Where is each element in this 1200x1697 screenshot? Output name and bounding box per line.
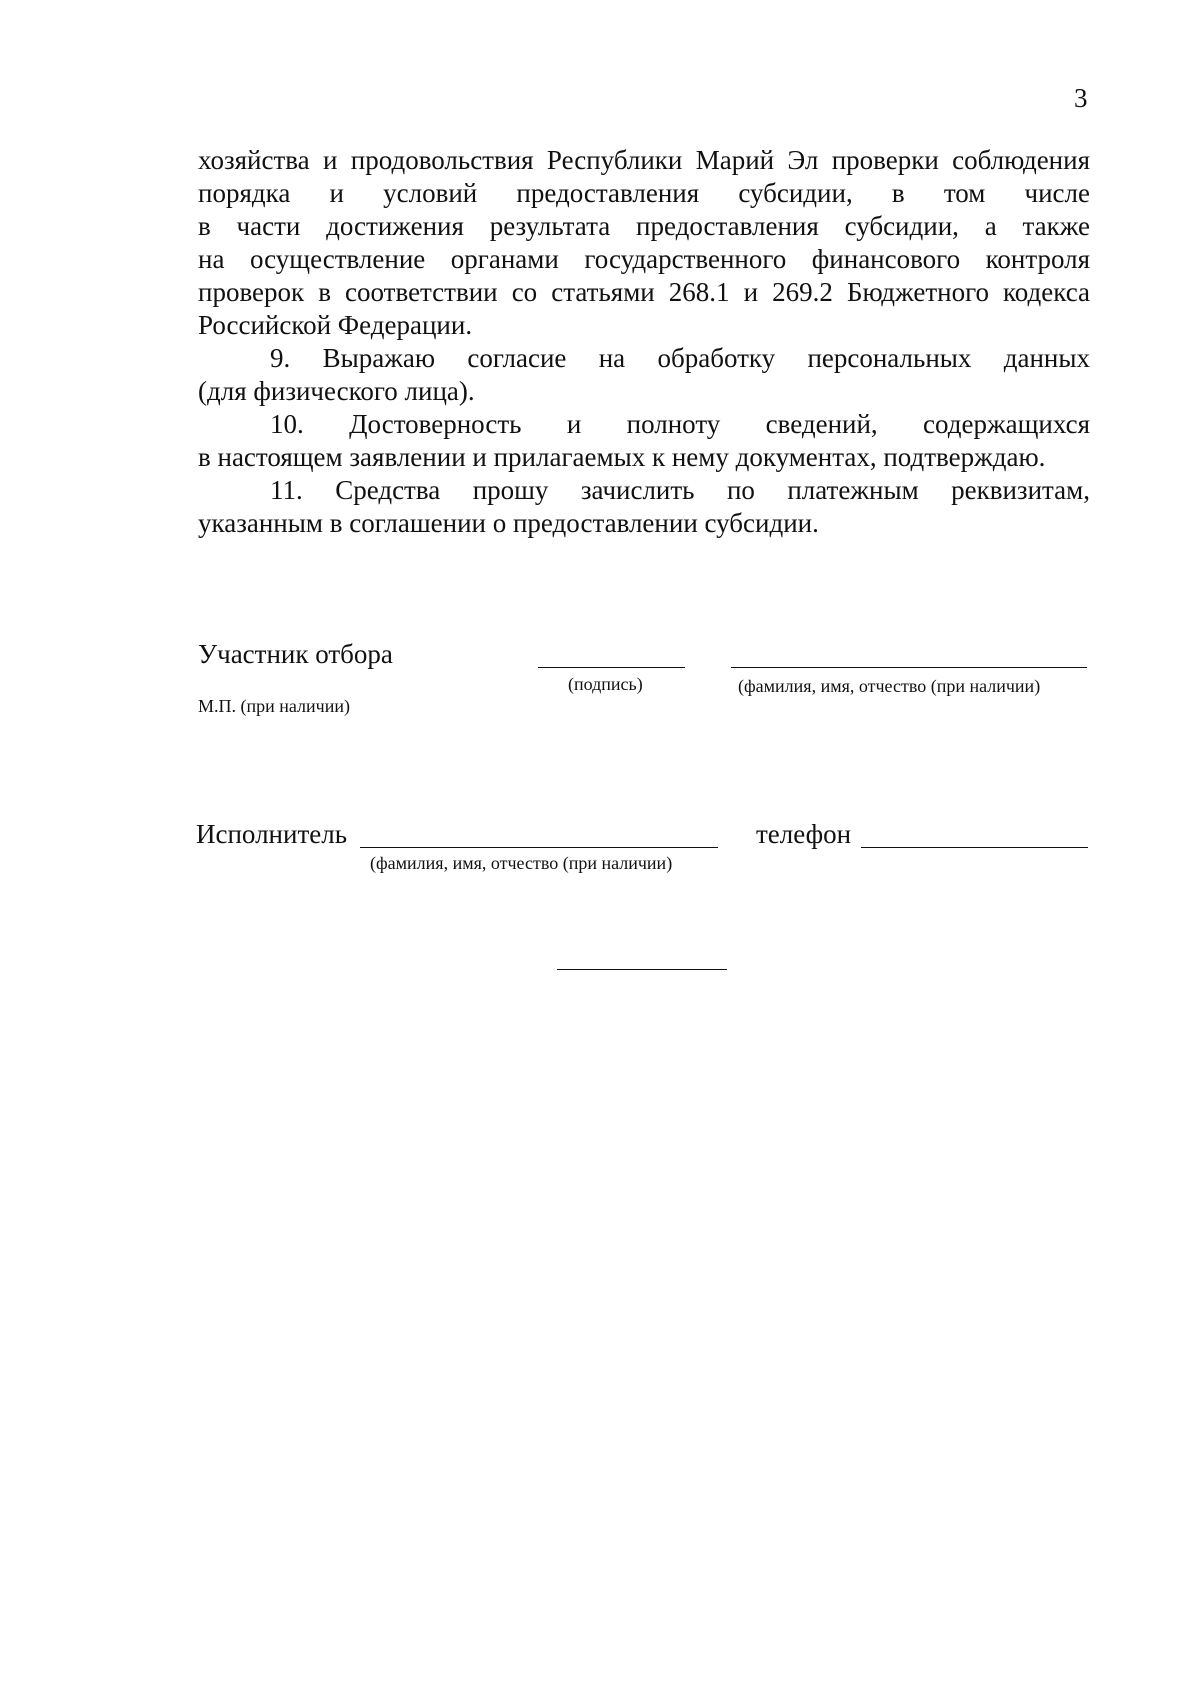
- paragraph-line: 11. Средства прошу зачислить по платежным реквизитам,: [270, 475, 1090, 505]
- executor-label: Исполнитель: [196, 819, 348, 849]
- paragraph-line: (для физического лица).: [198, 376, 475, 406]
- paragraph-line: в настоящем заявлении и прилагаемых к нему документах, подтверждаю.: [198, 442, 1046, 472]
- executor-name-line: [360, 847, 718, 848]
- page-number: 3: [1074, 83, 1088, 113]
- paragraph-line: указанным в соглашении о предоставлении субсидии.: [198, 508, 819, 538]
- paragraph-line: порядка и условий предоставления субсидии, в том числе: [198, 178, 1090, 208]
- end-separator-line: [557, 969, 727, 970]
- paragraph-line: 9. Выражаю согласие на обработку персональных данных: [270, 343, 1090, 373]
- document-body: [198, 144, 1090, 540]
- participant-name-line: [731, 667, 1087, 668]
- signature-caption: (подпись): [568, 674, 643, 694]
- paragraph-line: хозяйства и продовольствия Республики Марий Эл проверки соблюдения: [198, 145, 1090, 175]
- paragraph-line: на осуществление органами государственного финансового контроля: [198, 244, 1090, 274]
- seal-label: М.П. (при наличии): [198, 696, 350, 716]
- participant-label: Участник отбора: [198, 639, 393, 669]
- executor-name-caption: (фамилия, имя, отчество (при наличии): [370, 853, 673, 873]
- paragraph-line: Российской Федерации.: [198, 310, 473, 340]
- phone-line: [861, 847, 1088, 848]
- phone-label: телефон: [756, 819, 852, 849]
- paragraph-line: 10. Достоверность и полноту сведений, содержащихся: [270, 409, 1090, 439]
- paragraph-line: проверок в соответствии со статьями 268.1 и 269.2 Бюджетного кодекса: [198, 277, 1090, 307]
- signature-line: [538, 667, 685, 668]
- participant-name-caption: (фамилия, имя, отчество (при наличии): [738, 676, 1041, 696]
- paragraph-line: в части достижения результата предоставления субсидии, а также: [198, 211, 1090, 241]
